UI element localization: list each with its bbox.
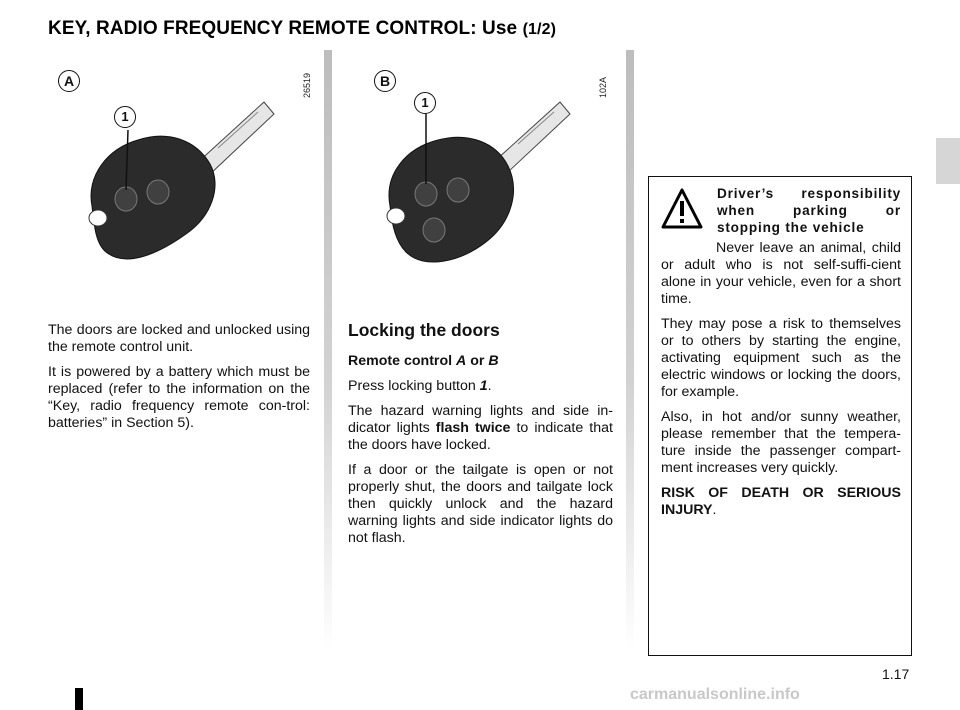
warning-paragraph-1: Never leave an animal, child or adult who is not self-suffi-cient alone in your vehicle, even for a short time. xyxy=(661,240,901,307)
remote-control-line: Remote control A or B xyxy=(348,353,499,369)
title-part: (1/2) xyxy=(522,21,556,38)
figure-code-b: 102A xyxy=(598,76,608,98)
callout-1-b: 1 xyxy=(414,92,436,114)
warning-title: Driver’s responsibility when parking or stopping the vehicle xyxy=(717,186,901,235)
figure-b xyxy=(362,56,632,280)
warning-triangle-icon xyxy=(661,187,703,231)
figure-label-a: A xyxy=(58,70,80,92)
page-number: 1.17 xyxy=(882,666,910,682)
figure-label-b: B xyxy=(374,70,396,92)
open-door-paragraph: If a door or the tailgate is open or not properly shut, the doors and tailgate lock then quickly unlock and the hazard warning lights and side indicator lights do not flash. xyxy=(348,462,613,546)
title-text: KEY, RADIO FREQUENCY REMOTE CONTROL: Use xyxy=(48,18,518,39)
figure-code-a: 26519 xyxy=(302,72,312,98)
intro-paragraph-1: The doors are locked and unlocked using the remote control unit. xyxy=(48,322,310,355)
warning-paragraph-4: RISK OF DEATH OR SERIOUS INJURY. xyxy=(661,485,901,518)
warning-paragraph-2: They may pose a risk to themselves or to others by starting the engine, activating equipment such as the electric windows or locking the doors, for example. xyxy=(661,316,901,400)
corner-mark xyxy=(75,688,83,710)
callout-1-a: 1 xyxy=(114,106,136,128)
intro-paragraph-2: It is powered by a battery which must be replaced (refer to the information on the “Key, radio frequency remote con-trol: batteries” in Section 5). xyxy=(48,364,310,431)
figure-a xyxy=(46,56,316,280)
column-divider-1 xyxy=(324,50,332,650)
hazard-paragraph: The hazard warning lights and side in-dicator lights flash twice to indicate that the doors have locked. xyxy=(348,403,613,453)
remote-body xyxy=(89,136,215,259)
warning-box xyxy=(648,176,912,656)
key-illustration-a xyxy=(46,56,316,280)
page-title xyxy=(48,18,556,40)
key-illustration-b xyxy=(362,56,632,280)
key-blade xyxy=(496,102,570,172)
chapter-tab xyxy=(936,138,960,184)
intro-text xyxy=(48,322,310,440)
remote-body xyxy=(387,137,513,262)
watermark: carmanualsonline.info xyxy=(630,686,800,703)
locking-section xyxy=(348,322,613,555)
section-heading: Locking the doors xyxy=(348,320,500,340)
warning-header xyxy=(661,185,901,236)
press-instruction: Press locking button 1. xyxy=(348,378,492,394)
warning-paragraph-3: Also, in hot and/or sunny weather, please remember that the tempera-ture inside the passenger compart-ment increases very quickly. xyxy=(661,409,901,476)
